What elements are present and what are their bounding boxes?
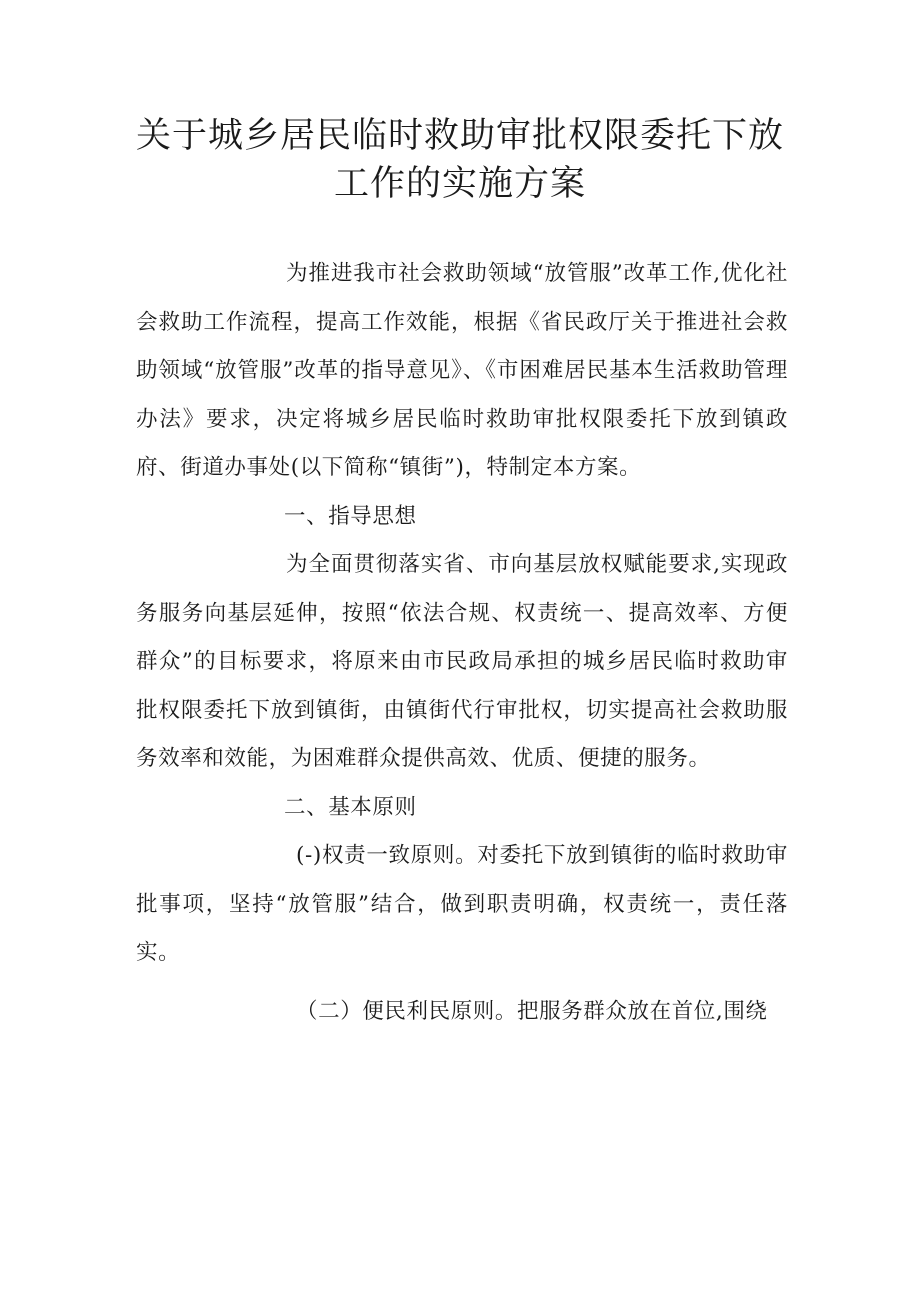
section-heading-basic-principles: 二、基本原则 [284,794,417,820]
intro-paragraph: 为推进我市社会救助领域“放管服”改革工作,优化社会救助工作流程，提高工作效能，根据《省民政厅关于推进社会救助领域“放管服”改革的指导意见》、《市困难居民基本生活救助管理办法》要求，决定将城乡居民临时救助审批权限委托下放到镇政府、街道办事处(以下简称“镇街”)，特制定本方案。 [136,261,788,480]
document-body [136,250,788,1036]
paragraph-gap [136,978,788,988]
principle-paragraph-2: （二）便民利民原则。把服务群众放在首位,围绕 [296,998,768,1024]
principle-paragraph-1: (-)权责一致原则。对委托下放到镇街的临时救助审批事项，坚持“放管服”结合，做到职责明确，权责统一，责任落实。 [136,843,788,965]
guiding-thought-paragraph: 为全面贯彻落实省、市向基层放权赋能要求,实现政务服务向基层延伸，按照“依法合规、权责统一、提高效率、方便群众”的目标要求，将原来由市民政局承担的城乡居民临时救助审批权限委托下放到镇街，由镇街代行审批权，切实提高社会救助服务效率和效能，为困难群众提供高效、优质、便捷的服务。 [136,552,788,771]
document-title-line-1: 关于城乡居民临时救助审批权限委托下放 [135,116,784,156]
section-heading-guiding-thought: 一、指导思想 [284,503,417,529]
document-title-line-2: 工作的实施方案 [333,164,586,204]
